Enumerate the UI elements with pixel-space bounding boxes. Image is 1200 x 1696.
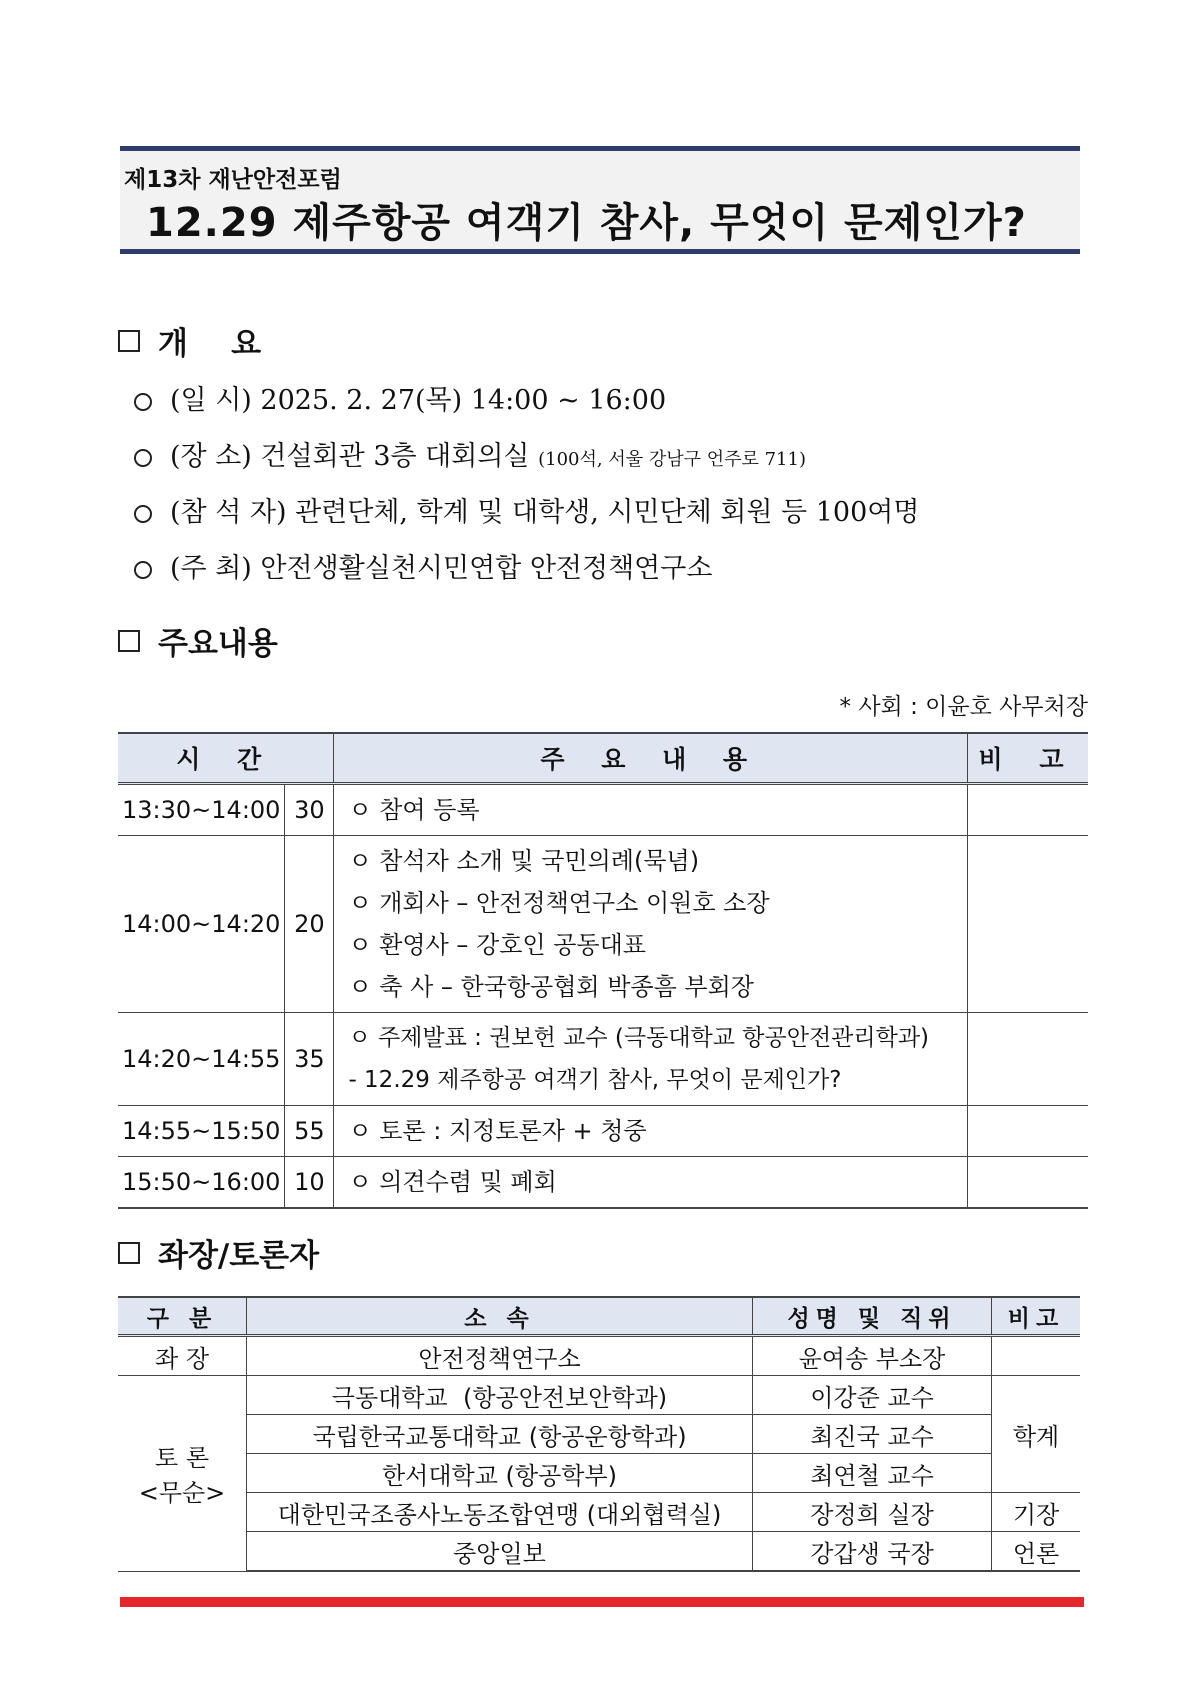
col-content: 주 요 내 용 — [334, 733, 968, 784]
footer-red-bar — [120, 1597, 1084, 1607]
table-row: 국립한국교통대학교 (항공운항학과) 최진국 교수 — [118, 1415, 1080, 1454]
moderator-note: * 사회 : 이윤호 사무처장 — [839, 694, 1088, 720]
table-row: 13:30~14:00 30 ㅇ 참여 등록 — [118, 784, 1088, 836]
title-box — [120, 146, 1080, 254]
table-row: 중앙일보 강갑생 국장 언론 — [118, 1532, 1080, 1572]
col-group: 구 분 — [118, 1297, 247, 1336]
program-table — [118, 732, 1088, 1209]
table-row: 좌 장 안전정책연구소 윤여송 부소장 — [118, 1336, 1080, 1376]
overview-venue: (장 소) 건설회관 3층 대회의실 (100석, 서울 강남구 언주로 711) — [134, 434, 806, 473]
table-row: 한서대학교 (항공학부) 최연철 교수 — [118, 1454, 1080, 1493]
section-program-heading: 주요내용 — [118, 618, 278, 663]
discussion-group-cell: 토 론 <무순> — [118, 1376, 247, 1572]
table-row: 토 론 <무순> 극동대학교 (항공안전보안학과) 이강준 교수 학계 — [118, 1376, 1080, 1415]
table-row: 대한민국조종사노동조합연맹 (대외협력실) 장정희 실장 기장 — [118, 1493, 1080, 1532]
overview-host: (주 최) 안전생활실천시민연합 안전정책연구소 — [134, 546, 712, 585]
overview-date: (일 시) 2025. 2. 27(목) 14:00 ~ 16:00 — [134, 378, 666, 417]
circle-bullet-icon — [134, 561, 152, 579]
col-remark: 비고 — [992, 1297, 1081, 1336]
table-row: 14:00~14:20 20 ㅇ 참석자 소개 및 국민의례(묵념) ㅇ 개회사 – 안전정책연구소 이원호 소장 ㅇ 환영사 – 강호인 공동대표 ㅇ 축 사 – 한국항공협회 박종흠 부회장 — [118, 836, 1088, 1013]
panel-table — [118, 1296, 1080, 1572]
forum-subtitle: 제13차 재난안전포럼 — [124, 167, 342, 193]
section-panel-heading: 좌장/토론자 — [118, 1230, 319, 1275]
col-time: 시 간 — [118, 733, 334, 784]
table-row: 14:55~15:50 55 ㅇ 토론 : 지정토론자 + 청중 — [118, 1106, 1088, 1157]
col-name: 성명 및 직위 — [753, 1297, 992, 1336]
circle-bullet-icon — [134, 393, 152, 411]
page-title: 12.29 제주항공 여객기 참사, 무엇이 문제인가? — [146, 200, 1027, 246]
checkbox-square-icon — [118, 1242, 140, 1264]
checkbox-square-icon — [118, 630, 140, 652]
col-remark: 비 고 — [968, 733, 1089, 784]
section-overview-heading: 개 요 — [118, 318, 261, 363]
col-org: 소 속 — [247, 1297, 753, 1336]
table-row: 14:20~14:55 35 ㅇ 주제발표 : 권보헌 교수 (극동대학교 항공안전관리학과) - 12.29 제주항공 여객기 참사, 무엇이 문제인가? — [118, 1013, 1088, 1106]
overview-attendees: (참 석 자) 관련단체, 학계 및 대학생, 시민단체 회원 등 100여명 — [134, 490, 919, 529]
circle-bullet-icon — [134, 505, 152, 523]
circle-bullet-icon — [134, 449, 152, 467]
table-row: 15:50~16:00 10 ㅇ 의견수렴 및 폐회 — [118, 1157, 1088, 1209]
checkbox-square-icon — [118, 330, 140, 352]
